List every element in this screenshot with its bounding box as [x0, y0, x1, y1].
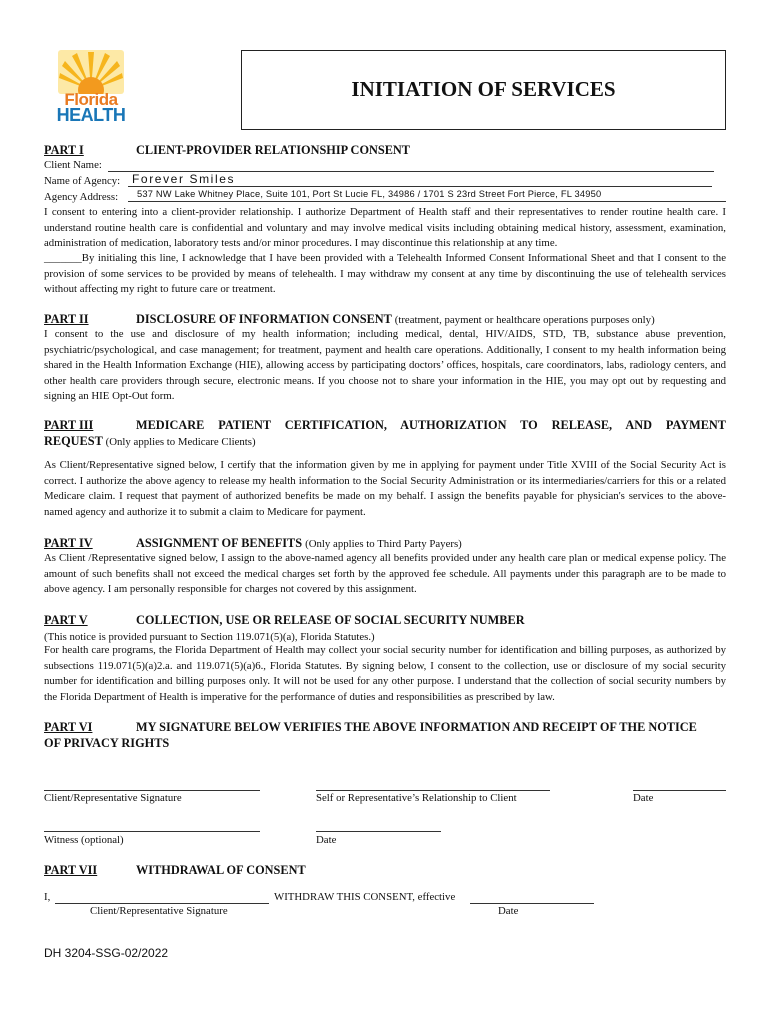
client-name-label: Client Name:: [44, 159, 102, 171]
part2-paragraph: I consent to the use and disclosure of my health information; including medical, dental, HIV/AIDS, STD, TB, substance abuse prevention, psychiatric/psychological, and case management; for treatment, payment and health care operations. Additionally, I consent to my health information being shared in the Health Information Exchange (HIE), allowing access by participating doctors’ offices, hospitals, care coordinators, labs, radiology centers, and other health care providers through secure, electronic means. If you choose not to share your information in the HIE, you may opt out by requesting and signing an HIE Opt-Out form.: [44, 328, 726, 403]
part3-label: [44, 418, 93, 433]
part1-label: [44, 143, 84, 158]
part5-paragraph: For health care programs, the Florida Department of Health may collect your social security number for identification and billing purposes, as authorized by subsections 119.071(5)(a)2.a. and 119.071(5)(a)6., Florida Statutes. By signing below, I consent to the collection, use or disclosure of my social security number for identification and billing purposes only. It will not be used for any other purpose. I understand that the collection of social security numbers by the Florida Department of Health is imperative for the performance of duties and responsibilities as prescribed by law.: [44, 644, 726, 703]
withdraw-prefix: I,: [44, 891, 51, 903]
signature-date-line[interactable]: [633, 790, 726, 791]
witness-line[interactable]: [44, 831, 260, 832]
part2-subheading: (treatment, payment or healthcare operations purposes only): [394, 314, 655, 326]
part5-label: [44, 613, 88, 628]
part2-label-text: PART II: [44, 312, 89, 326]
part4-heading: [136, 536, 462, 551]
agency-address-field[interactable]: [128, 188, 726, 202]
page-title: INITIATION OF SERVICES: [351, 77, 616, 101]
part1-consent-paragraph: I consent to entering into a client-provider relationship. I authorize Department of Health staff and their representatives to render routine health care. I understand routine health care is confidential and voluntary and may involve medical visits including obtaining medical history, assessment, examination, administration of medication, laboratory tests and/or minor procedures. I may discontinue this relationship at any time.: [44, 206, 726, 250]
withdraw-date-label: Date: [498, 905, 519, 917]
part3-heading-line2: [44, 434, 256, 449]
witness-label: Witness (optional): [44, 834, 124, 846]
part3-heading-line1: MEDICARE PATIENT CERTIFICATION, AUTHORIZATION TO RELEASE, AND PAYMENT: [136, 418, 726, 432]
client-name-field[interactable]: [108, 159, 714, 172]
logo-text-health: HEALTH: [56, 105, 126, 125]
agency-address-label: Agency Address:: [44, 191, 119, 203]
part6-label: [44, 720, 92, 735]
agency-address-value: 537 NW Lake Whitney Place, Suite 101, Port St Lucie FL, 34986 / 1701 S 23rd Street Fort Pierce, FL 34950: [137, 189, 602, 199]
form-id: DH 3204-SSG-02/2022: [44, 946, 169, 960]
part2-label: [44, 312, 89, 327]
witness-date-line[interactable]: [316, 831, 441, 832]
part3-label-text: PART III: [44, 418, 94, 432]
logo-text-florida: Florida: [64, 90, 118, 109]
sun-icon: [50, 50, 132, 94]
part7-label: [44, 863, 97, 878]
part2-heading: [136, 312, 655, 327]
withdraw-signature-line[interactable]: [55, 903, 269, 904]
relationship-label: Self or Representative’s Relationship to Client: [316, 792, 517, 804]
florida-health-logo: [50, 50, 132, 126]
part3-subheading: (Only applies to Medicare Clients): [105, 436, 256, 448]
part5-notice: (This notice is provided pursuant to Section 119.071(5)(a), Florida Statutes.): [44, 631, 375, 643]
part2-heading-text: DISCLOSURE OF INFORMATION CONSENT: [136, 312, 392, 326]
client-signature-line[interactable]: [44, 790, 260, 791]
part6-heading-line2: OF PRIVACY RIGHTS: [44, 736, 170, 750]
part5-heading: COLLECTION, USE OR RELEASE OF SOCIAL SECURITY NUMBER: [136, 613, 525, 627]
part1-telehealth-paragraph: _______By initialing this line, I acknowledge that I have been provided with a Telehealth Informed Consent Informational Sheet and that I consent to the provision of some services to be provided by means of telehealth. I may withdraw my consent at any time by discontinuing the use of telehealth services without affecting my right to future care or treatment.: [44, 252, 726, 296]
part4-label-text: PART IV: [44, 536, 93, 550]
part7-label-text: PART VII: [44, 863, 98, 877]
part3-paragraph: As Client/Representative signed below, I certify that the information given by me in applying for payment under Title XVIII of the Social Security Act is correct. I authorize the above agency to release my health information to the Social Security Administration or its intermediaries/carriers for this or a related Medicare claim. I request that payment of authorized benefits be made on my behalf. I assign the benefits payable for physician's services to the above-named agency and authorize it to submit a claim to Medicare for payment.: [44, 459, 726, 518]
part6-label-text: PART VI: [44, 720, 93, 734]
client-signature-label: Client/Representative Signature: [44, 792, 182, 804]
withdraw-text: WITHDRAW THIS CONSENT, effective: [274, 891, 456, 903]
signature-date-label: Date: [633, 792, 654, 804]
agency-name-value: Forever Smiles: [132, 172, 236, 186]
part5-label-text: PART V: [44, 613, 88, 627]
part7-heading: WITHDRAWAL OF CONSENT: [136, 863, 306, 877]
part4-paragraph: As Client /Representative signed below, I assign to the above-named agency all benefits provided under any health care plan or medical expense policy. The amount of such benefits shall not exceed the medical charges set forth by the approved fee schedule. All payments under this paragraph are to be made to above agency. I am personally responsible for charges not covered by this assignment.: [44, 552, 726, 596]
part1-heading: CLIENT-PROVIDER RELATIONSHIP CONSENT: [136, 143, 411, 157]
relationship-line[interactable]: [316, 790, 550, 791]
agency-name-label: Name of Agency:: [44, 175, 121, 187]
part3-heading-request: REQUEST: [44, 434, 103, 448]
agency-name-field[interactable]: [128, 172, 712, 187]
part4-subheading: (Only applies to Third Party Payers): [305, 538, 462, 550]
part6-heading-line1: MY SIGNATURE BELOW VERIFIES THE ABOVE INFORMATION AND RECEIPT OF THE NOTICE: [136, 720, 697, 734]
withdraw-date-line[interactable]: [470, 903, 594, 904]
witness-date-label: Date: [316, 834, 337, 846]
title-box: [241, 50, 726, 130]
part4-heading-text: ASSIGNMENT OF BENEFITS: [136, 536, 303, 550]
part4-label: [44, 536, 93, 551]
withdraw-signature-label: Client/Representative Signature: [90, 905, 228, 917]
part1-label-text: PART I: [44, 143, 84, 157]
